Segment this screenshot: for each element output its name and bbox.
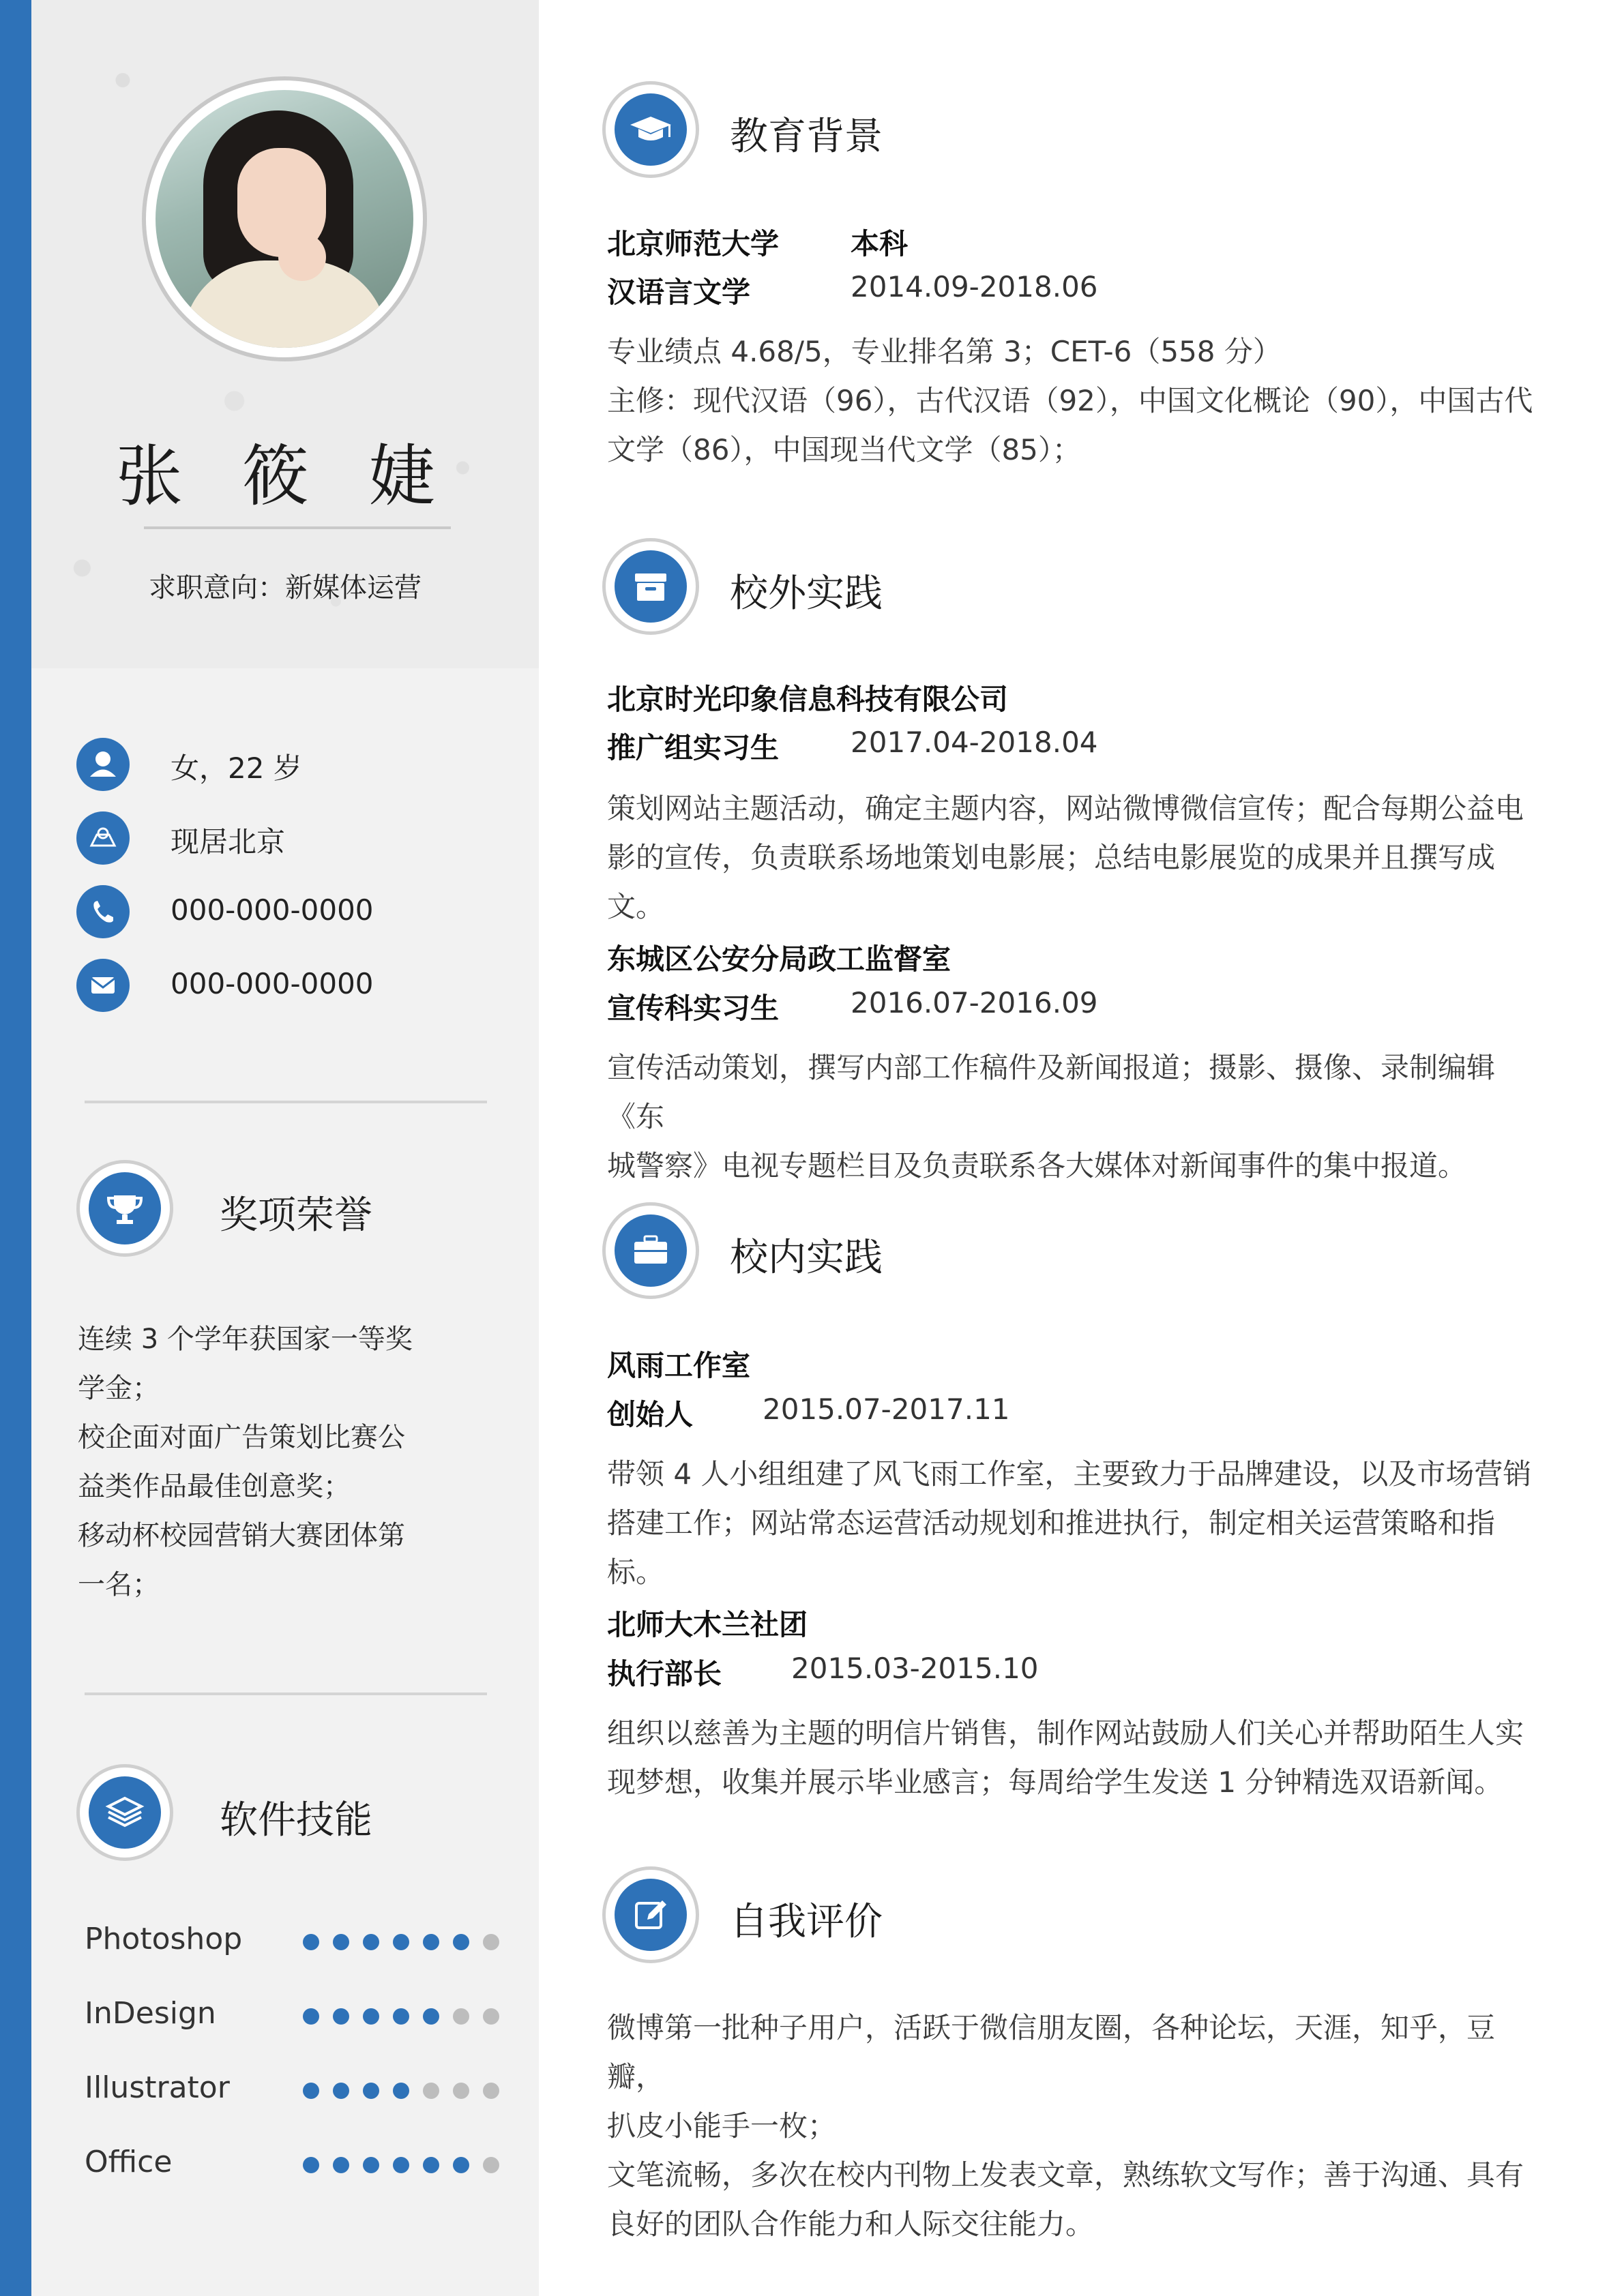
skills-title: 软件技能 (220, 1798, 372, 1843)
period: 2016.07-2016.09 (851, 986, 1098, 1019)
name-divider (144, 526, 451, 529)
rating-dot-filled (303, 2008, 319, 2025)
edit-icon (615, 1879, 687, 1951)
awards-line: 益类作品最佳创意奖； (78, 1471, 351, 1502)
rating-dot-empty (453, 2008, 469, 2025)
self-evaluation (607, 2003, 1548, 2249)
detail-line: 策划网站主题活动，确定主题内容，网站微博微信宣传；配合每期公益电 (607, 792, 1524, 825)
org-name: 北京时光印象信息科技有限公司 (607, 683, 1009, 716)
rating-dot-filled (453, 2157, 469, 2173)
org-name: 东城区公安分局政工监督室 (607, 942, 951, 976)
skill-row (85, 2070, 521, 2111)
education-period: 2014.09-2018.06 (851, 270, 1098, 303)
detail-line: 现梦想，收集并展示毕业感言；每周给学生发送 1 分钟精选双语新闻。 (607, 1765, 1503, 1799)
role: 执行部长 (607, 1657, 722, 1690)
school-name: 北京师范大学 (607, 227, 780, 260)
detail-line: 搭建工作；网站常态运营活动规划和推进执行，制定相关运营策略和指标。 (607, 1506, 1496, 1589)
job-objective: 求职意向：新媒体运营 (149, 572, 422, 603)
skill-rating (303, 2157, 513, 2173)
rating-dot-empty (423, 2083, 439, 2099)
rating-dot-filled (453, 1934, 469, 1950)
sidebar (31, 0, 539, 2296)
education-details (607, 327, 1548, 475)
awards-line: 移动杯校园营销大赛团体第 (78, 1520, 405, 1551)
entry-details (607, 1043, 1548, 1191)
rating-dot-empty (483, 2008, 499, 2025)
rating-dot-filled (393, 2008, 409, 2025)
period: 2017.04-2018.04 (851, 726, 1098, 759)
skill-name: Office (85, 2145, 173, 2179)
rating-dot-filled (393, 2083, 409, 2099)
detail-line: 带领 4 人小组组建了风飞雨工作室，主要致力于品牌建设，以及市场营销 (607, 1457, 1532, 1491)
rating-dot-filled (393, 2157, 409, 2173)
skill-row (85, 2145, 521, 2186)
contact-mail (76, 959, 499, 1013)
rating-dot-filled (363, 2083, 379, 2099)
layers-icon (89, 1776, 161, 1849)
detail-line: 影的宣传，负责联系场地策划电影展；总结电影展览的成果并且撰写成文。 (607, 841, 1496, 923)
awards-title: 奖项荣誉 (220, 1193, 372, 1238)
profile-name: 张 筱 婕 (115, 438, 455, 516)
briefcase-icon (615, 1214, 687, 1287)
rating-dot-filled (333, 2083, 349, 2099)
awards-line: 校企面对面广告策划比赛公 (78, 1422, 405, 1453)
entry-details (607, 1709, 1548, 1807)
skill-row (85, 1922, 521, 1963)
internal-icon-ring (602, 1202, 699, 1299)
detail-line: 城警察》电视专题栏目及负责联系各大媒体对新闻事件的集中报道。 (607, 1149, 1467, 1182)
org-name: 北师大木兰社团 (607, 1608, 808, 1641)
skills-icon-ring (76, 1764, 173, 1861)
rating-dot-empty (483, 1934, 499, 1950)
mail-icon (76, 959, 130, 1012)
skill-row (85, 1996, 521, 2037)
rating-dot-empty (483, 2157, 499, 2173)
rating-dot-filled (423, 1934, 439, 1950)
rating-dot-filled (423, 2157, 439, 2173)
contact-text: 女，22 岁 (171, 751, 302, 785)
detail-line: 宣传活动策划，撰写内部工作稿件及新闻报道；摄影、摄像、录制编辑《东 (607, 1051, 1496, 1133)
period: 2015.07-2017.11 (763, 1392, 1010, 1426)
graduation-cap-icon (615, 93, 687, 166)
phone-icon (76, 885, 130, 938)
avatar (156, 90, 413, 348)
role: 创始人 (607, 1398, 694, 1431)
detail-line: 微博第一批种子用户，活跃于微信朋友圈，各种论坛，天涯，知乎，豆瓣， (607, 2011, 1496, 2093)
accent-bar (0, 0, 31, 2296)
external-icon-ring (602, 538, 699, 635)
degree: 本科 (851, 227, 909, 260)
role: 宣传科实习生 (607, 992, 780, 1025)
trophy-icon (89, 1172, 161, 1244)
rating-dot-filled (363, 2008, 379, 2025)
self-icon-ring (602, 1866, 699, 1963)
education-title: 教育背景 (730, 115, 883, 159)
awards-line: 连续 3 个学年获国家一等奖 (78, 1324, 413, 1355)
location-icon (76, 811, 130, 865)
awards-text (78, 1315, 514, 1609)
rating-dot-empty (483, 2083, 499, 2099)
rating-dot-filled (363, 2157, 379, 2173)
archive-box-icon (615, 550, 687, 623)
skill-rating (303, 2008, 513, 2025)
self-title: 自我评价 (730, 1900, 883, 1944)
skill-name: Photoshop (85, 1922, 243, 1956)
rating-dot-filled (423, 2008, 439, 2025)
contact-text: 000-000-0000 (171, 893, 374, 927)
org-name: 风雨工作室 (607, 1349, 751, 1382)
rating-dot-filled (303, 2157, 319, 2173)
detail-line: 扒皮小能手一枚； (607, 2109, 837, 2143)
period: 2015.03-2015.10 (791, 1652, 1039, 1685)
rating-dot-filled (393, 1934, 409, 1950)
role: 推广组实习生 (607, 731, 780, 764)
detail-line: 文笔流畅，多次在校内刊物上发表文章，熟练软文写作；善于沟通、具有 (607, 2158, 1524, 2192)
contact-text: 000-000-0000 (171, 967, 374, 1000)
user-icon (76, 738, 130, 791)
detail-line: 良好的团队合作能力和人际交往能力。 (607, 2207, 1095, 2241)
education-icon-ring (602, 81, 699, 178)
detail-line: 组织以慈善为主题的明信片销售，制作网站鼓励人们关心并帮助陌生人实 (607, 1716, 1524, 1750)
skill-rating (303, 2083, 513, 2099)
contact-text: 现居北京 (171, 825, 286, 859)
skill-rating (303, 1934, 513, 1950)
external-title: 校外实践 (730, 571, 883, 616)
contact-phone (76, 885, 499, 940)
detail-line: 专业绩点 4.68/5，专业排名第 3；CET-6（558 分） (607, 335, 1282, 368)
rating-dot-filled (363, 1934, 379, 1950)
entry-details (607, 1450, 1548, 1597)
rating-dot-filled (303, 1934, 319, 1950)
skill-name: Illustrator (85, 2070, 230, 2105)
internal-title: 校内实践 (730, 1236, 883, 1280)
rating-dot-filled (333, 1934, 349, 1950)
skill-name: InDesign (85, 1996, 216, 2031)
contact-gender-age (76, 738, 499, 792)
rating-dot-filled (333, 2008, 349, 2025)
detail-line: 文学（86），中国现当代文学（85）； (607, 433, 1081, 466)
awards-icon-ring (76, 1160, 173, 1257)
awards-line: 一名； (78, 1569, 160, 1600)
rating-dot-filled (303, 2083, 319, 2099)
rating-dot-empty (453, 2083, 469, 2099)
sidebar-divider (85, 1101, 487, 1103)
contact-location (76, 811, 499, 866)
sidebar-divider (85, 1693, 487, 1695)
entry-details (607, 784, 1548, 931)
rating-dot-filled (333, 2157, 349, 2173)
major: 汉语言文学 (607, 275, 751, 309)
awards-line: 学金； (78, 1373, 160, 1404)
detail-line: 主修：现代汉语（96），古代汉语（92），中国文化概论（90），中国古代 (607, 384, 1533, 417)
